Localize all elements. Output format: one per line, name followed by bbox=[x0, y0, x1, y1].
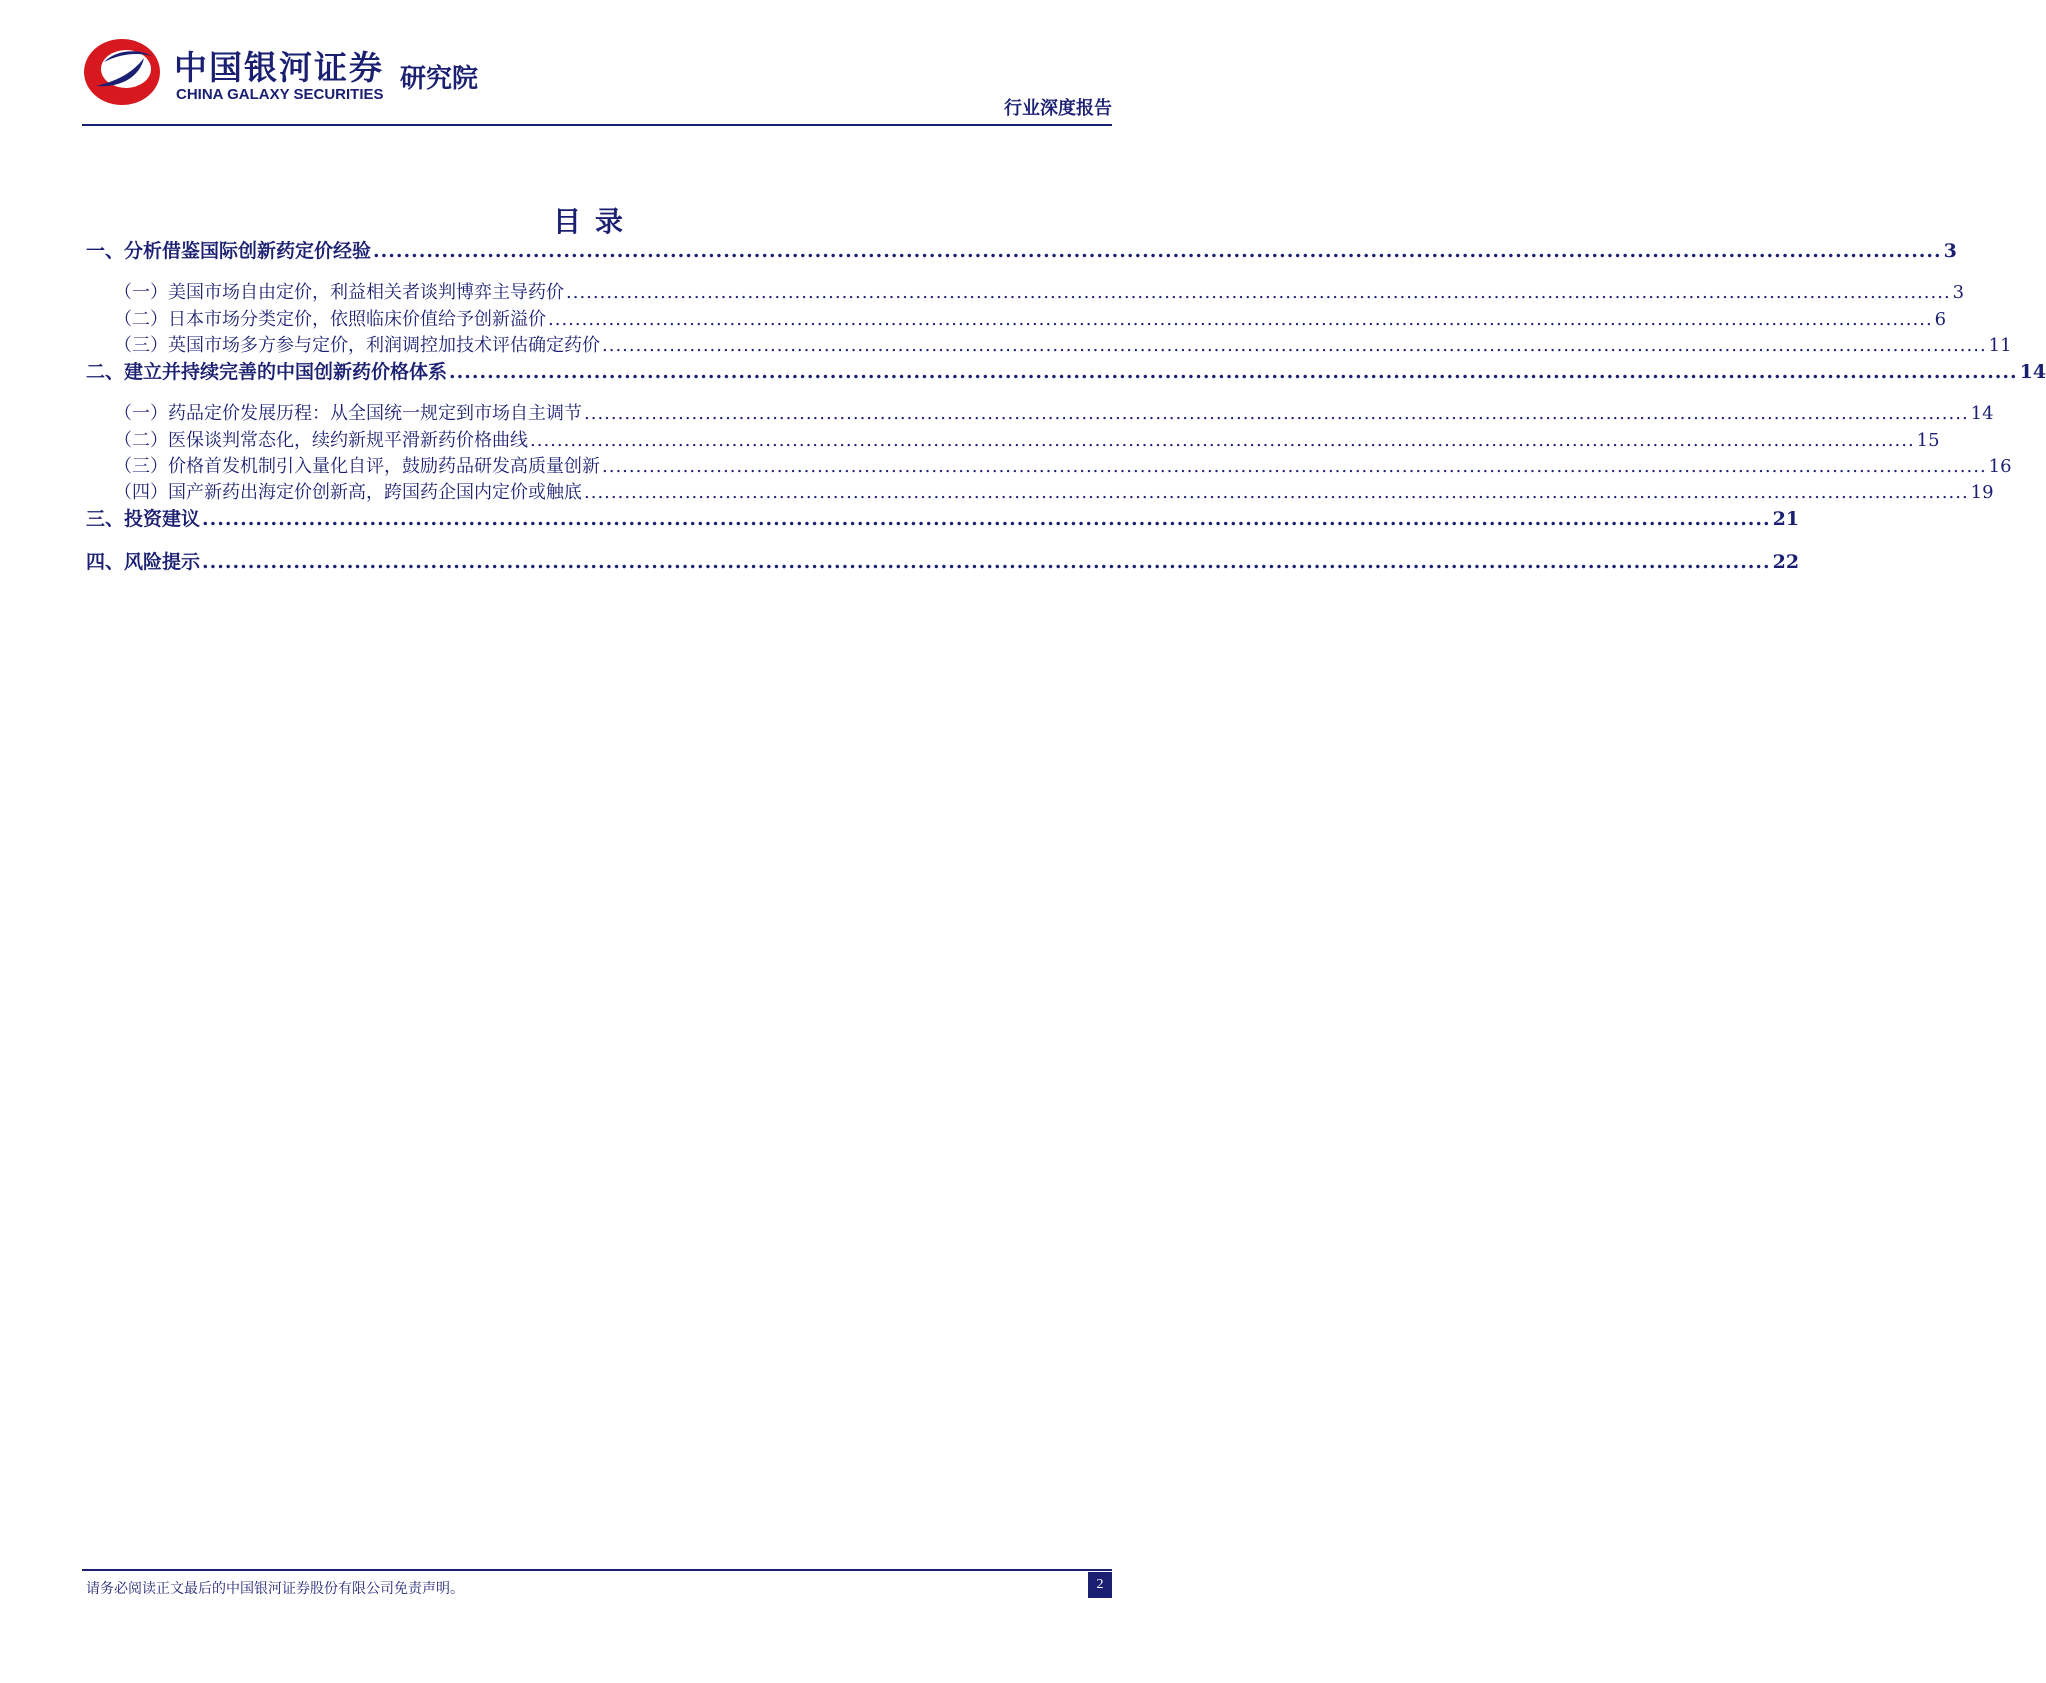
toc-dot-leader: .............................................................................................................................................................................................................. bbox=[202, 551, 1771, 573]
toc-entry-page: 3 bbox=[1952, 282, 1965, 303]
toc-entry[interactable] bbox=[114, 478, 1994, 504]
toc-dot-leader: .............................................................................................................................................................................................................. bbox=[530, 430, 1915, 451]
toc-entry-label: （三）价格首发机制引入量化自评，鼓励药品研发高质量创新 bbox=[114, 456, 600, 477]
toc-entry-label: 一、分析借鉴国际创新药定价经验 bbox=[86, 240, 372, 262]
toc-entry-page: 19 bbox=[1970, 482, 1994, 503]
toc-entry[interactable] bbox=[114, 278, 1965, 304]
toc-dot-leader: .............................................................................................................................................................................................................. bbox=[602, 335, 1987, 356]
report-type-label: 行业深度报告 bbox=[1004, 98, 1112, 119]
toc-entry-label: （一）美国市场自由定价，利益相关者谈判博弈主导药价 bbox=[114, 282, 564, 303]
toc-entry-page: 3 bbox=[1943, 240, 1957, 262]
toc-entry[interactable] bbox=[86, 547, 1800, 574]
toc-entry-page: 15 bbox=[1916, 430, 1940, 451]
china-galaxy-logo-icon bbox=[82, 36, 162, 108]
page-number: 2 bbox=[1088, 1572, 1112, 1598]
toc-entry[interactable] bbox=[114, 452, 2012, 478]
toc-entry[interactable] bbox=[86, 504, 1800, 531]
toc-dot-leader: .............................................................................................................................................................................................................. bbox=[449, 361, 2018, 383]
toc-entry-label: （二）医保谈判常态化，续约新规平滑新药价格曲线 bbox=[114, 430, 528, 451]
toc-dot-leader: .............................................................................................................................................................................................................. bbox=[373, 240, 1942, 262]
toc-entry-label: （四）国产新药出海定价创新高，跨国药企国内定价或触底 bbox=[114, 482, 582, 503]
page-header bbox=[82, 36, 1112, 126]
toc-entry-label: （二）日本市场分类定价，依照临床价值给予创新溢价 bbox=[114, 309, 546, 330]
toc-entry[interactable] bbox=[114, 305, 1947, 331]
toc-entry[interactable] bbox=[86, 357, 2046, 384]
footer-disclaimer: 请务必阅读正文最后的中国银河证券股份有限公司免责声明。 bbox=[86, 1581, 464, 1597]
toc-entry-label: （一）药品定价发展历程：从全国统一规定到市场自主调节 bbox=[114, 403, 582, 424]
toc-title: 目录 bbox=[552, 205, 637, 238]
toc-dot-leader: .............................................................................................................................................................................................................. bbox=[602, 456, 1987, 477]
toc-entry-page: 21 bbox=[1772, 508, 1800, 530]
toc-entry-label: （三）英国市场多方参与定价，利润调控加技术评估确定药价 bbox=[114, 335, 600, 356]
toc-entry[interactable] bbox=[114, 426, 1940, 452]
institute-label: 研究院 bbox=[400, 64, 479, 94]
footer-divider bbox=[82, 1569, 1112, 1571]
toc-entry-page: 14 bbox=[1970, 403, 1994, 424]
toc-dot-leader: .............................................................................................................................................................................................................. bbox=[584, 403, 1969, 424]
header-divider bbox=[82, 124, 1112, 126]
toc-entry-page: 6 bbox=[1934, 309, 1947, 330]
toc-dot-leader: .............................................................................................................................................................................................................. bbox=[548, 309, 1933, 330]
toc-entry-label: 二、建立并持续完善的中国创新药价格体系 bbox=[86, 361, 448, 383]
toc-dot-leader: .............................................................................................................................................................................................................. bbox=[202, 508, 1771, 530]
toc-dot-leader: .............................................................................................................................................................................................................. bbox=[584, 482, 1969, 503]
toc-entry[interactable] bbox=[114, 331, 2012, 357]
toc-entry-page: 14 bbox=[2019, 361, 2046, 383]
toc-dot-leader: .............................................................................................................................................................................................................. bbox=[566, 282, 1951, 303]
toc-entry-page: 11 bbox=[1988, 335, 2012, 356]
toc-entry[interactable] bbox=[86, 236, 1957, 263]
brand-name-en: CHINA GALAXY SECURITIES bbox=[176, 86, 384, 103]
toc-entry-page: 16 bbox=[1988, 456, 2012, 477]
toc-entry-label: 四、风险提示 bbox=[86, 551, 201, 573]
toc-entry-label: 三、投资建议 bbox=[86, 508, 201, 530]
toc-entry[interactable] bbox=[114, 399, 1994, 425]
toc-entry-page: 22 bbox=[1772, 551, 1800, 573]
brand-name-cn: 中国银河证券 bbox=[174, 48, 384, 87]
